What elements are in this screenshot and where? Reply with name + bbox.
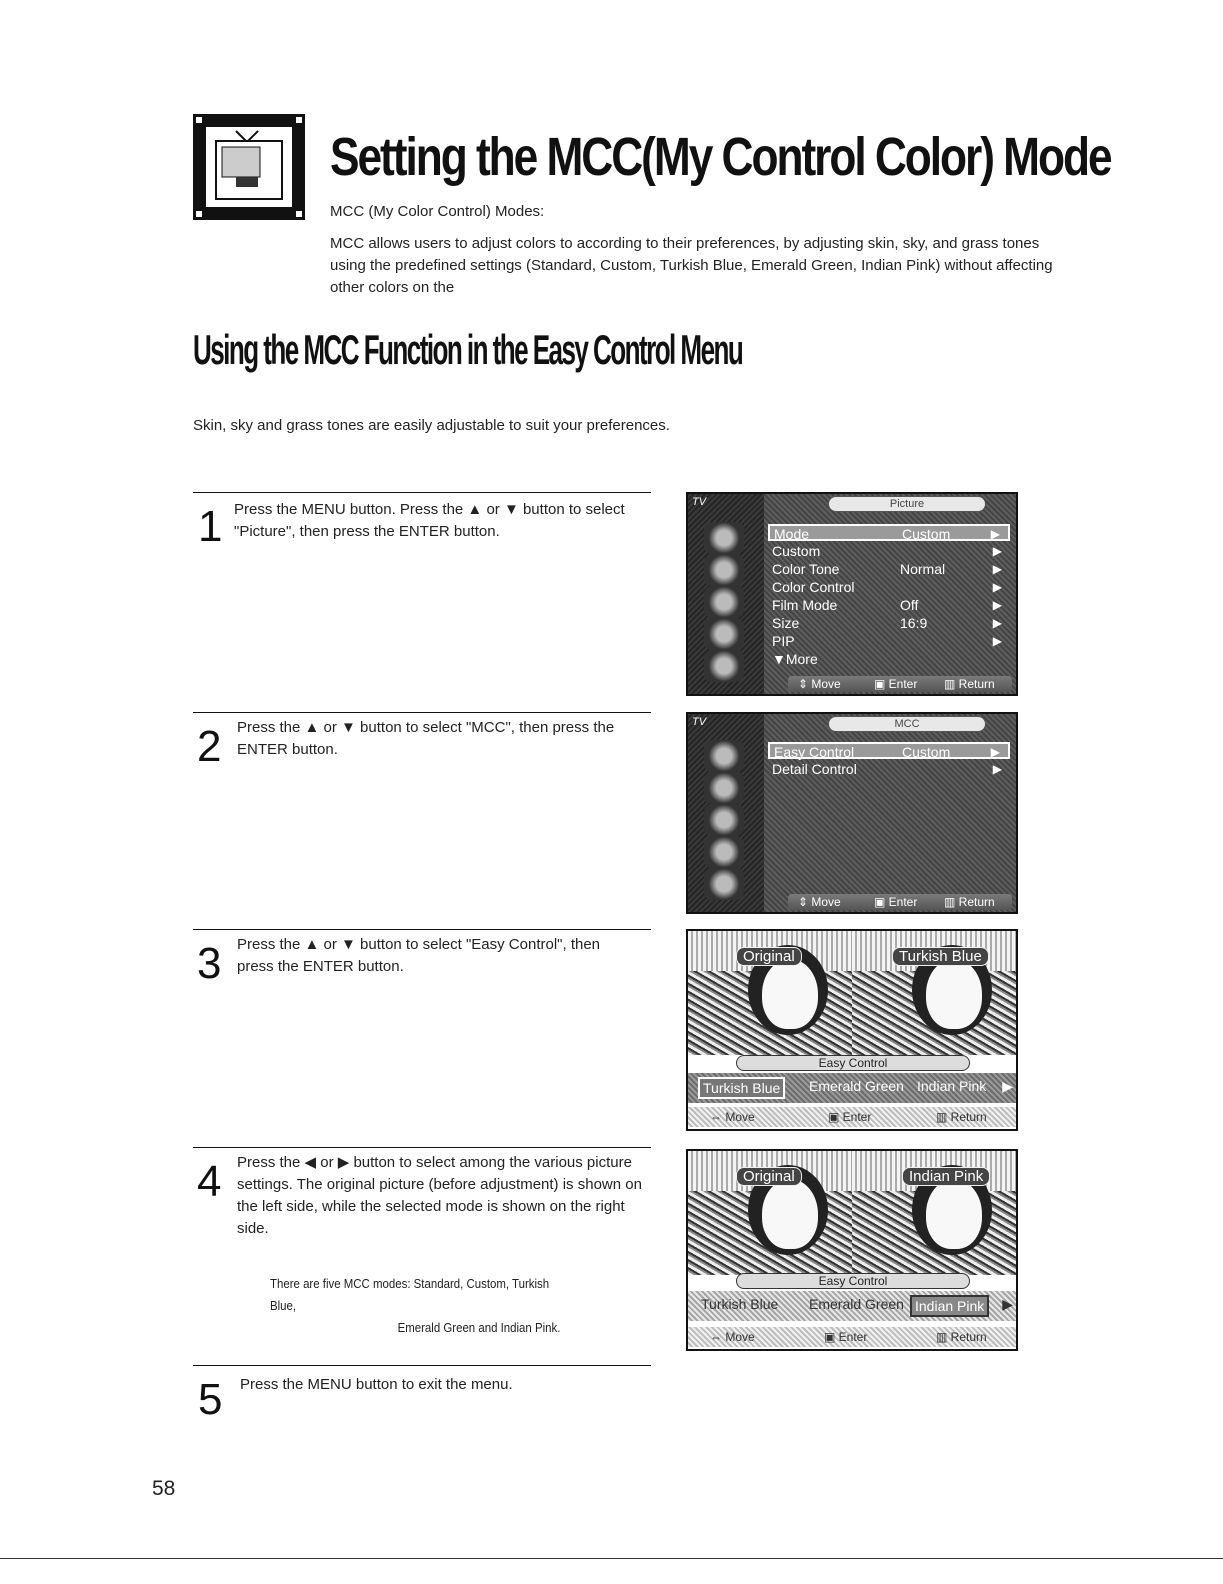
section-title: Using the MCC Function in the Easy Control Menu <box>193 326 743 373</box>
setup-icon <box>704 618 744 650</box>
note-line: Emerald Green and Indian Pink. <box>397 1320 561 1335</box>
easy-control-turkish-blue-screenshot <box>686 929 1018 1131</box>
intro-paragraph: MCC allows users to adjust colors to according to their preferences, by adjusting skin, sky, and grass tones using the predefined settings (Standard, Custom, Turkish Blue, Emerald Green, Indian Pink) without affecting other colors on the <box>330 235 1053 296</box>
picture-menu-screenshot <box>686 492 1018 696</box>
move-hint: ⇕ Move <box>798 895 841 909</box>
return-hint: ▥ Return <box>944 895 995 909</box>
step-number: 4 <box>197 1157 222 1206</box>
mode-turkish-blue: Turkish Blue <box>698 1077 785 1099</box>
easy-control-bar: Easy Control <box>736 1273 970 1289</box>
return-hint: ▥ Return <box>944 677 995 691</box>
enter-hint: ▣ Enter <box>828 1110 872 1124</box>
input-icon <box>704 650 744 682</box>
mode-label: Turkish Blue <box>892 947 989 966</box>
menu-row-color-control: Color Control ▶ <box>772 579 1002 595</box>
picture-icon <box>704 740 744 772</box>
menu-row-color-tone: Color Tone Normal ▶ <box>772 561 1002 577</box>
step-number: 5 <box>198 1375 223 1424</box>
mode-emerald-green: Emerald Green <box>809 1078 904 1094</box>
sound-icon <box>704 554 744 586</box>
right-arrow-icon: ▶ <box>1002 1296 1013 1312</box>
menu-row-size: Size 16:9 ▶ <box>772 615 1002 631</box>
move-hint: ⇔ Move <box>710 1330 755 1344</box>
step-divider <box>193 1147 651 1148</box>
enter-hint: ▣ Enter <box>874 895 918 909</box>
bottom-rule <box>0 1558 1223 1559</box>
menu-row-easy-control: Easy Control Custom ▶ <box>768 742 1010 759</box>
tv-tab: TV <box>692 496 707 508</box>
adjusted-photo <box>852 931 1016 1055</box>
enter-hint: ▣ Enter <box>824 1330 868 1344</box>
page-subtitle: MCC (My Color Control) Modes: <box>330 203 545 220</box>
channel-icon <box>704 586 744 618</box>
menu-title: Picture <box>828 496 986 512</box>
menu-row-pip: PIP ▶ <box>772 633 1002 649</box>
menu-footer <box>788 676 1012 692</box>
step-divider <box>193 1365 651 1366</box>
channel-icon <box>704 804 744 836</box>
sound-icon <box>704 772 744 804</box>
step-text: Press the MENU button to exit the menu. <box>240 1376 513 1393</box>
setup-icon <box>704 836 744 868</box>
menu-row-mode: Mode Custom ▶ <box>768 524 1010 541</box>
mode-emerald-green: Emerald Green <box>809 1296 904 1312</box>
mcc-modes-note <box>270 1273 560 1339</box>
mode-indian-pink: Indian Pink <box>910 1295 989 1317</box>
screen-footer <box>688 1107 1016 1127</box>
menu-row-custom: Custom ▶ <box>772 543 1002 559</box>
mode-selector <box>688 1291 1016 1321</box>
tv-menu-icon <box>193 114 305 220</box>
enter-hint: ▣ Enter <box>874 677 918 691</box>
original-label: Original <box>736 947 802 966</box>
step-number: 1 <box>198 502 223 551</box>
step-number: 3 <box>197 939 222 988</box>
menu-title: MCC <box>828 716 986 732</box>
page-title: Setting the MCC(My Control Color) Mode <box>330 127 1111 187</box>
return-hint: ▥ Return <box>936 1330 987 1344</box>
step-number: 2 <box>197 722 222 771</box>
move-hint: ⇔ Move <box>710 1110 755 1124</box>
easy-control-bar: Easy Control <box>736 1055 970 1071</box>
step-text: Press the MENU button. Press the ▲ or ▼ button to select "Picture", then press the ENTER button. <box>234 501 625 540</box>
mode-selector <box>688 1073 1016 1103</box>
mode-turkish-blue: Turkish Blue <box>701 1296 779 1312</box>
menu-row-film-mode: Film Mode Off ▶ <box>772 597 1002 613</box>
menu-footer <box>788 894 1012 910</box>
step-divider <box>193 712 651 713</box>
original-label: Original <box>736 1167 802 1186</box>
mode-label: Indian Pink <box>902 1167 990 1186</box>
picture-icon <box>704 522 744 554</box>
original-photo <box>688 931 852 1055</box>
step-text: Press the ▲ or ▼ button to select "Easy Control", then press the ENTER button. <box>237 936 601 975</box>
mode-indian-pink: Indian Pink <box>917 1078 987 1094</box>
right-arrow-icon: ▶ <box>1002 1078 1013 1094</box>
menu-row-detail-control: Detail Control ▶ <box>772 761 1002 777</box>
step-text: Press the ◀ or ▶ button to select among the various picture settings. The original picture (before adjustment) is shown on the left side, while the selected mode is shown on the right side. <box>237 1154 642 1237</box>
move-hint: ⇕ Move <box>798 677 841 691</box>
input-icon <box>704 868 744 900</box>
note-line: There are five MCC modes: Standard, Custom, Turkish Blue, <box>270 1276 550 1313</box>
page-number: 58 <box>152 1477 176 1500</box>
tv-tab: TV <box>692 716 707 728</box>
mcc-menu-screenshot <box>686 712 1018 914</box>
original-photo <box>688 1151 852 1275</box>
adjusted-photo <box>852 1151 1016 1275</box>
step-divider <box>193 492 651 493</box>
easy-control-indian-pink-screenshot <box>686 1149 1018 1351</box>
section-description: Skin, sky and grass tones are easily adjustable to suit your preferences. <box>193 417 670 434</box>
screen-footer <box>688 1327 1016 1347</box>
step-divider <box>193 929 651 930</box>
step-text: Press the ▲ or ▼ button to select "MCC", then press the ENTER button. <box>237 719 615 758</box>
menu-sidebar <box>688 714 764 912</box>
menu-row-more: ▼More <box>772 651 818 667</box>
menu-sidebar <box>688 494 764 694</box>
return-hint: ▥ Return <box>936 1110 987 1124</box>
